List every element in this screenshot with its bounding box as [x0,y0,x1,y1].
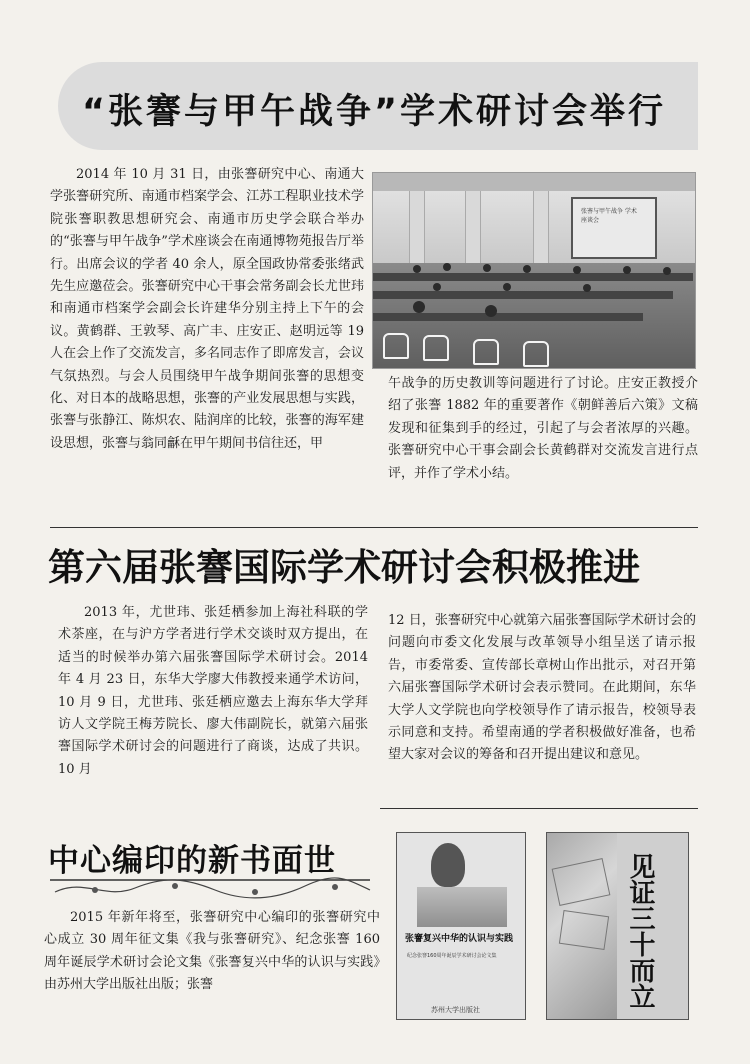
attendee [663,267,671,275]
portrait-icon [431,843,465,887]
section2-title: 第六届张謇国际学术研讨会积极推进 [48,546,640,589]
book1-subtitle: 纪念张謇160周年诞辰学术研讨会论文集 [407,953,497,959]
attendee [413,301,425,313]
chair [473,339,499,365]
attendee [573,266,581,274]
section2-right-paragraph: 12 日，张謇研究中心就第六届张謇国际学术研讨会的问题向市委文化发展与改革领导小组呈送了请示报告，市委常委、宣传部长章树山作出批示，对召开第六届张謇国际学术研讨会表示赞同。在此期间，东华大学人文学院也向学校领导作了请示报告，校领导表示同意和支持。希望南通的学者积极做好准备，也希望大家对会议的筹备和召开提出建议和意见。 [388,613,696,763]
floral-ornament-icon [45,870,375,900]
section3-paragraph: 2015 年新年将至，张謇研究中心编印的张謇研究中心成立 30 周年征文集《我与张謇研究》、纪念张謇 160 周年诞辰学术研讨会论文集《张謇复兴中华的认识与实践》由苏州大学出版社出版；张謇 [44,910,380,993]
section1-right-column [388,373,698,485]
attendee [583,284,591,292]
desk-row [373,273,693,281]
attendee [443,263,451,271]
projection-screen-text: 张謇与甲午战争 学术座谈会 [581,208,637,224]
chair [383,333,409,359]
section2-left-paragraph: 2013 年，尤世玮、张廷栖参加上海社科联的学术茶座，在与沪方学者进行学术交谈时双方提出，在适当的时候举办第六届张謇国际学术研讨会。2014 年 4 月 23 日，东华大学廖大伟教授来通学术访问，10 月 9 日，尤世玮、张廷栖应邀去上海东华大学拜访人文学院王梅芳院长、廖大伟副院长，就第六届张謇国际学术研讨会的问题进行了商谈，达成了共识。10 月 [58,605,368,777]
section1-left-column [50,164,364,455]
attendee [503,283,511,291]
section1-title: “张謇与甲午战争”学术研讨会举行 [82,92,667,132]
chair [423,335,449,361]
attendee [523,265,531,273]
photo-pillar [465,191,481,271]
book-cover-1 [396,832,526,1020]
desk-row [373,291,673,299]
photo-pillar [409,191,425,271]
photo-collage-frame [559,910,609,950]
section-divider [380,808,698,809]
book1-title: 张謇复兴中华的认识与实践 [405,934,514,944]
desk-row [373,313,643,321]
landscape-image [417,887,507,927]
section3-title: 中心编印的新书面世 [48,843,336,879]
section2-left-column [58,602,368,781]
photo-pillar [533,191,549,271]
section1-right-paragraph: 午战争的历史教训等问题进行了讨论。庄安正教授介绍了张謇 1882 年的重要著作《朝鲜善后六策》文稿发现和征集到手的经过，引起了与会者浓厚的兴趣。张謇研究中心干事会副会长黄鹤群对交流发言进行点评，并作了学术小结。 [388,376,698,481]
section2-right-column [388,610,696,767]
attendee [485,305,497,317]
section-divider [50,527,698,528]
conference-photo [372,172,696,369]
attendee [483,264,491,272]
attendee [623,266,631,274]
attendee [433,283,441,291]
book2-title: 见证三十而立 [625,853,655,1009]
book1-publisher: 苏州大学出版社 [431,1006,480,1014]
chair [523,341,549,367]
section3-text [44,907,380,997]
section1-left-paragraph: 2014 年 10 月 31 日，由张謇研究中心、南通大学张謇研究所、南通市档案学会、江苏工程职业技术学院张謇职教思想研究会、南通市历史学会联合举办的“张謇与甲午战争”学术座谈会在南通博物苑报告厅举行。出席会议的学者 40 余人，原全国政协常委张绪武先生应邀莅会。张謇研究中心干事会常务副会长尤世玮和南通市档案学会副会长许建华分别主持上下午的会议。黄鹤群、王敦琴、高广丰、庄安正、赵明远等 19 人在会上作了交流发言，多名同志作了即席发言，会议气氛热烈。与会人员围绕甲午战争期间张謇的思想变化、对日本的战略思想，张謇的产业发展思想与实践，张謇与张静江、陈炽农、陆润庠的比较，张謇的海军建设思想，张謇与翁同龢在甲午期间书信往还，甲 [50,167,364,451]
book-cover-2 [546,832,689,1020]
photo-ceiling [373,173,695,191]
attendee [413,265,421,273]
